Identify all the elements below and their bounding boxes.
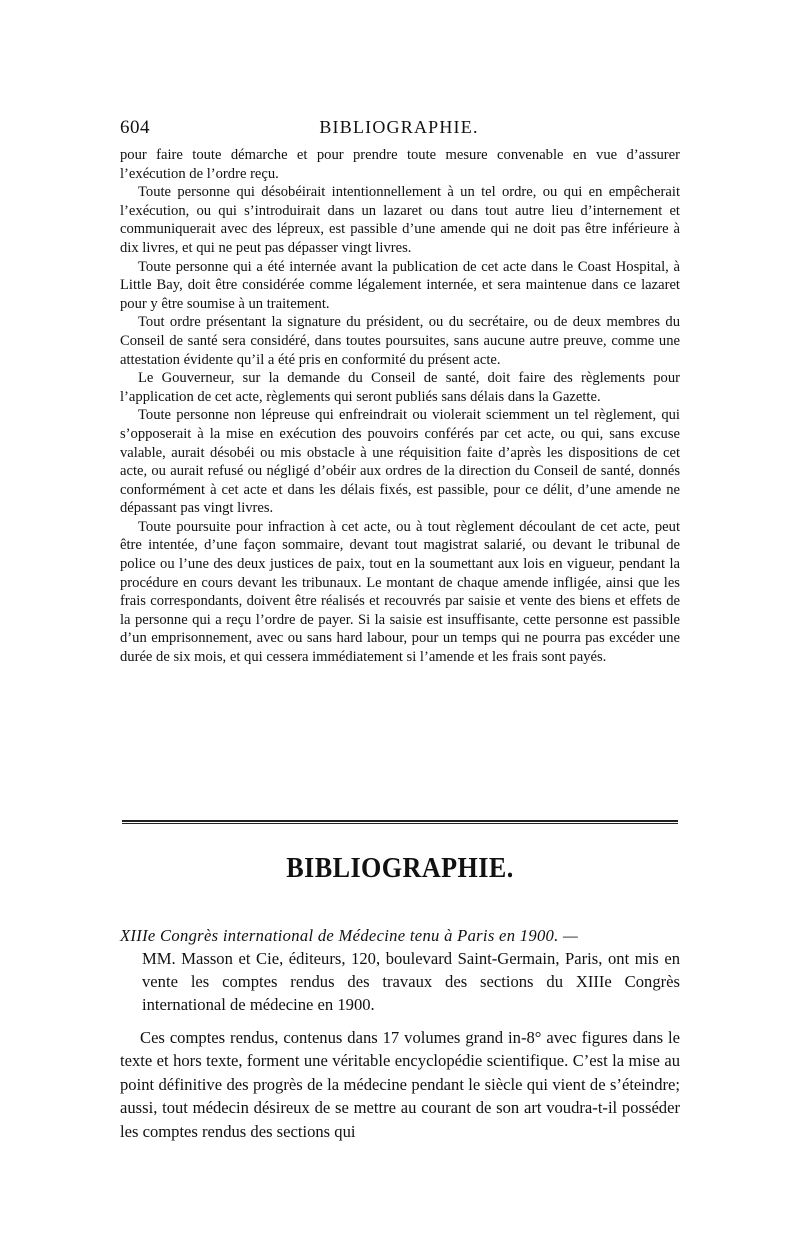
running-title: BIBLIOGRAPHIE. xyxy=(319,117,479,137)
paragraph: Toute personne qui désobéirait intentionnellement à un tel ordre, ou qui en empêcherait l’exécution, ou qui s’introduirait dans un lazaret ou dans tout autre lieu d’internement et communiquerait avec des lépreux, est passible d’une amende qui ne doit pas être inférieure à dix livres, et qui ne peut pas dépasser vingt livres. xyxy=(120,184,680,256)
paragraph: Toute personne qui a été internée avant la publication de cet acte dans le Coast Hospital, à Little Bay, doit être considérée comme légalement internée, et sera maintenue dans ce lazaret pour y être soumise à un traitement. xyxy=(120,258,680,312)
section-title: BIBLIOGRAPHIE. xyxy=(286,852,514,884)
page-number: 604 xyxy=(120,117,150,138)
bibliography-entry xyxy=(120,924,680,1016)
paragraph: Toute personne non lépreuse qui enfreindrait ou violerait sciemment un tel règlement, qui s’opposerait à la mise en exécution des pouvoirs conférés par cet acte, ou qui, sans excuse valable, aurait désobéi ou mis obstacle à une réquisition faite d’après les dispositions de cet acte, ou aurait refusé ou négligé d’obéir aux ordres de la direction du Conseil de santé, donnés conformément à cet acte et dans les délais fixés, est passible, pour ce délit, d’une amende ne dépassant pas vingt livres. xyxy=(120,407,680,517)
article-body xyxy=(120,146,680,667)
review-body xyxy=(120,1026,680,1143)
section-divider xyxy=(122,820,678,824)
paragraph: Toute poursuite pour infraction à cet acte, ou à tout règlement découlant de cet acte, peut être intentée, d’une façon sommaire, devant tout magistrat salarié, ou devant le tribunal de police ou l’une des deux justices de paix, tout en la soumettant aux lois en vigueur, pendant la procédure en cours devant les tribunaux. Le montant de chaque amende infligée, ainsi que les frais correspondants, doivent être réalisés et recouvrés par saisie et vente des biens et effets de la personne qui a reçu l’ordre de payer. Si la saisie est insuffisante, cette personne est passible d’un emprisonnement, avec ou sans hard labour, pour un temps qui ne pourra pas excéder une durée de six mois, et qui cessera immédiatement si l’amende et les frais sont payés. xyxy=(120,518,680,666)
running-header xyxy=(120,117,678,143)
entry-publisher-note: MM. Masson et Cie, éditeurs, 120, boulevard Saint-Germain, Paris, ont mis en vente les comptes rendus des travaux des sections du XIIIe Congrès international de médecine en 1900. xyxy=(142,949,680,1014)
paragraph: pour faire toute démarche et pour prendre toute mesure convenable en vue d’assurer l’exécution de l’ordre reçu. xyxy=(120,147,680,182)
paragraph: Tout ordre présentant la signature du président, ou du secrétaire, ou de deux membres du Conseil de santé sera considéré, dans toutes poursuites, sans aucune autre preuve, comme une attestation évidente qu’il a été pris en conformité du présent acte. xyxy=(120,314,680,368)
review-paragraph: Ces comptes rendus, contenus dans 17 volumes grand in-8° avec figures dans le texte et hors texte, forment une véritable encyclopédie scientifique. C’est la mise au point définitive des progrès de la médecine pendant le siècle qui vient de s’éteindre; aussi, tout médecin désireux de se mettre au courant de son art voudra-t-il posséder les comptes rendus des sections qui xyxy=(120,1028,680,1141)
paragraph: Le Gouverneur, sur la demande du Conseil de santé, doit faire des règlements pour l’application de cet acte, règlements qui seront publiés sans délais dans la Gazette. xyxy=(120,370,680,405)
entry-heading: XIIIe Congrès international de Médecine tenu à Paris en 1900. — xyxy=(120,926,579,945)
